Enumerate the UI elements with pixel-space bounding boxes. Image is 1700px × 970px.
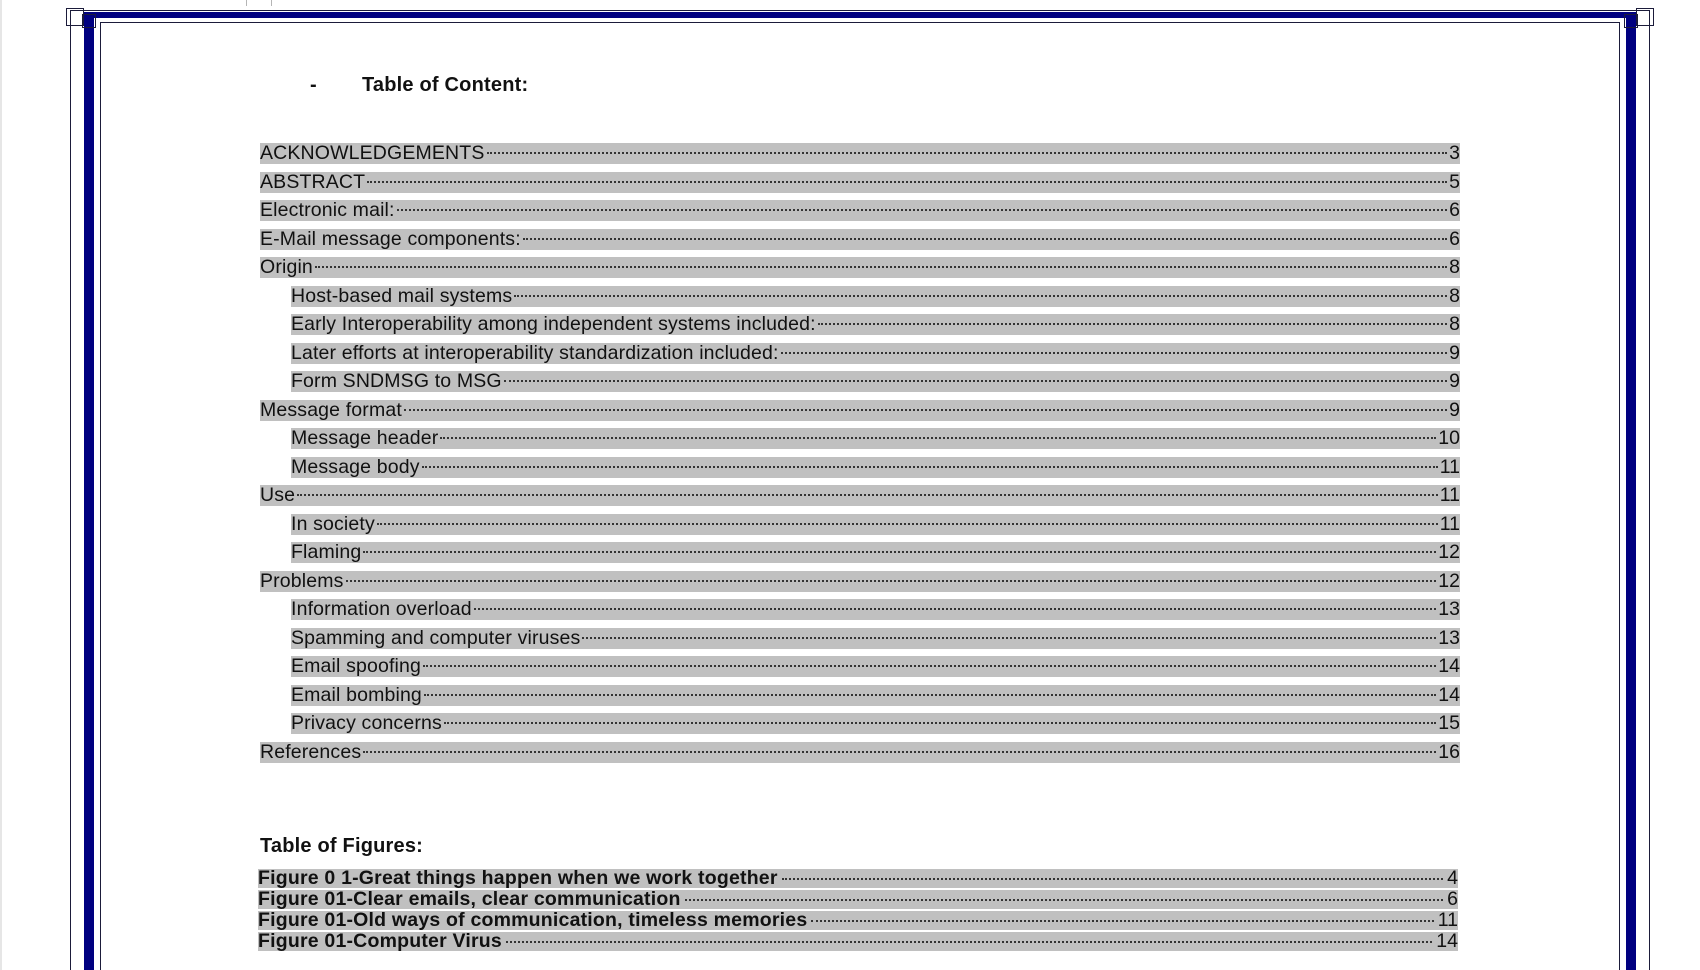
toc-entry-row[interactable] — [260, 253, 1460, 282]
toc-entry-title[interactable]: Host-based mail systems — [291, 284, 513, 307]
toc-entry-page-number[interactable]: 11 — [1439, 484, 1460, 506]
toc-entry-page-number[interactable]: 14 — [1438, 683, 1460, 706]
toc-entry-title[interactable]: Email bombing — [291, 683, 422, 706]
toc-entry-page-number[interactable]: 6 — [1449, 199, 1460, 221]
toc-entry-row[interactable] — [260, 139, 1460, 168]
toc-entry-title[interactable]: E-Mail message components: — [260, 227, 521, 250]
figure-entry-title[interactable]: Figure 01-Computer Virus — [258, 930, 502, 952]
figure-dot-leader — [811, 918, 1433, 922]
toc-dot-leader — [315, 264, 1447, 268]
toc-entry-row[interactable] — [291, 652, 1460, 681]
toc-entry-page-number[interactable]: 12 — [1438, 569, 1460, 592]
toc-entry-row[interactable] — [260, 225, 1460, 254]
toc-dot-leader — [377, 521, 1438, 525]
toc-entry-title[interactable]: Spamming and computer viruses — [291, 626, 581, 649]
toc-heading-text: Table of Content: — [362, 74, 529, 96]
figure-entry-row[interactable] — [258, 910, 1458, 931]
toc-dot-leader — [422, 464, 1438, 468]
toc-entry-title[interactable]: Later efforts at interoperability standardization included: — [291, 341, 779, 364]
toc-entry-title[interactable]: Origin — [260, 256, 313, 278]
figure-entry-page-number[interactable]: 11 — [1437, 909, 1458, 931]
toc-entry-title[interactable]: Problems — [260, 569, 344, 592]
toc-entry-title[interactable]: Use — [260, 484, 296, 506]
toc-entry[interactable] — [260, 681, 1460, 710]
toc-entry-page-number[interactable]: 16 — [1438, 740, 1460, 763]
toc-entry-row[interactable] — [291, 339, 1460, 368]
table-of-figures-heading: Table of Figures: — [260, 835, 424, 857]
toc-entry[interactable] — [260, 738, 1460, 767]
toc-entry-page-number[interactable]: 9 — [1449, 341, 1460, 364]
toc-entry-row[interactable] — [291, 538, 1460, 567]
toc-entry[interactable] — [260, 595, 1460, 624]
figure-entry[interactable] — [258, 889, 1458, 910]
toc-entry-row[interactable] — [291, 510, 1460, 539]
toc-entry-row[interactable] — [291, 709, 1460, 738]
toc-entry-row[interactable] — [291, 681, 1460, 710]
figure-entry-row[interactable] — [258, 868, 1458, 889]
toc-entry-page-number[interactable]: 10 — [1438, 427, 1460, 449]
figure-entry-title[interactable]: Figure 01-Old ways of communication, timeless memories — [258, 909, 808, 931]
toc-dot-leader — [363, 549, 1436, 553]
toc-entry[interactable] — [260, 481, 1460, 510]
toc-entry-row[interactable] — [291, 453, 1460, 482]
toc-dot-leader — [397, 207, 1448, 211]
toc-entry-title[interactable]: Privacy concerns — [291, 712, 442, 734]
toc-entry-page-number[interactable]: 11 — [1439, 455, 1460, 478]
toc-entry-title[interactable]: ABSTRACT — [260, 170, 366, 193]
toc-entry-title[interactable]: Form SNDMSG to MSG — [291, 370, 502, 392]
toc-entry-page-number[interactable]: 15 — [1438, 712, 1460, 734]
toc-entry[interactable] — [260, 339, 1460, 368]
toc-dot-leader — [487, 150, 1448, 154]
toc-dot-leader — [818, 321, 1447, 325]
toc-entry-row[interactable] — [260, 738, 1460, 767]
toc-entry[interactable] — [260, 424, 1460, 453]
toc-entry-page-number[interactable]: 11 — [1439, 512, 1460, 535]
table-of-contents — [260, 139, 1460, 766]
toc-entry-title[interactable]: References — [260, 740, 362, 763]
toc-entry-page-number[interactable]: 9 — [1449, 398, 1460, 421]
toc-entry-page-number[interactable]: 13 — [1438, 626, 1460, 649]
figure-dot-leader — [782, 876, 1444, 880]
toc-entry-page-number[interactable]: 14 — [1438, 655, 1460, 677]
toc-dot-leader — [504, 378, 1447, 382]
toc-heading-bullet: - — [310, 74, 317, 96]
toc-entry-row[interactable] — [260, 168, 1460, 197]
figure-entry[interactable] — [258, 931, 1458, 952]
toc-entry-row[interactable] — [260, 396, 1460, 425]
toc-entry-title[interactable]: Information overload — [291, 598, 472, 620]
toc-entry-page-number[interactable]: 8 — [1449, 284, 1460, 307]
toc-heading — [310, 74, 528, 97]
toc-entry[interactable] — [260, 510, 1460, 539]
toc-entry[interactable] — [260, 168, 1460, 197]
toc-entry-title[interactable]: ACKNOWLEDGEMENTS — [260, 142, 485, 164]
toc-dot-leader — [297, 492, 1438, 496]
figure-entry-page-number[interactable]: 4 — [1447, 867, 1458, 889]
toc-entry[interactable] — [260, 282, 1460, 311]
toc-entry-row[interactable] — [291, 424, 1460, 453]
toc-dot-leader — [346, 578, 1437, 582]
toc-entry-title[interactable]: Electronic mail: — [260, 199, 395, 221]
toc-entry-page-number[interactable]: 13 — [1438, 598, 1460, 620]
toc-entry-page-number[interactable]: 5 — [1449, 170, 1460, 193]
toc-dot-leader — [781, 350, 1448, 354]
toc-entry[interactable] — [260, 567, 1460, 596]
toc-entry-row[interactable] — [291, 367, 1460, 396]
toc-entry-title[interactable]: In society — [291, 512, 375, 535]
toc-entry-page-number[interactable]: 3 — [1449, 142, 1460, 164]
toc-dot-leader — [363, 749, 1436, 753]
toc-dot-leader — [582, 635, 1436, 639]
toc-dot-leader — [367, 179, 1447, 183]
toc-dot-leader — [423, 663, 1436, 667]
toc-entry-row[interactable] — [291, 595, 1460, 624]
toc-entry-row[interactable] — [260, 481, 1460, 510]
toc-entry[interactable] — [260, 709, 1460, 738]
toc-entry[interactable] — [260, 310, 1460, 339]
toc-entry-row[interactable] — [260, 567, 1460, 596]
toc-dot-leader — [444, 720, 1436, 724]
figure-entry-row[interactable] — [258, 931, 1458, 952]
toc-entry-page-number[interactable]: 12 — [1438, 541, 1460, 563]
toc-entry-title[interactable]: Email spoofing — [291, 655, 422, 677]
toc-entry-row[interactable] — [291, 282, 1460, 311]
figure-entry-title[interactable]: Figure 0 1-Great things happen when we work together — [258, 867, 778, 889]
table-of-figures — [258, 868, 1458, 952]
toc-dot-leader — [474, 606, 1437, 610]
toc-entry-page-number[interactable]: 6 — [1449, 227, 1460, 250]
toc-entry[interactable] — [260, 624, 1460, 653]
toc-entry-row[interactable] — [291, 624, 1460, 653]
toc-entry[interactable] — [260, 225, 1460, 254]
toc-entry-page-number[interactable]: 9 — [1449, 370, 1460, 392]
toc-entry-title[interactable]: Early Interoperability among independent systems included: — [291, 313, 816, 335]
toc-entry[interactable] — [260, 253, 1460, 282]
figure-entry-page-number[interactable]: 6 — [1447, 888, 1458, 910]
toc-entry-title[interactable]: Message header — [291, 427, 439, 449]
figure-entry-page-number[interactable]: 14 — [1436, 930, 1458, 952]
toc-entry-title[interactable]: Message body — [291, 455, 420, 478]
figure-dot-leader — [685, 897, 1444, 901]
toc-entry[interactable] — [260, 652, 1460, 681]
toc-entry-title[interactable]: Message format — [260, 398, 402, 421]
page-border-corner-top-left-inner — [82, 14, 96, 28]
toc-dot-leader — [523, 236, 1447, 240]
figure-entry-row[interactable] — [258, 889, 1458, 910]
toc-dot-leader — [440, 435, 1436, 439]
toc-entry-row[interactable] — [291, 310, 1460, 339]
toc-entry[interactable] — [260, 538, 1460, 567]
toc-entry-row[interactable] — [260, 196, 1460, 225]
toc-entry[interactable] — [260, 196, 1460, 225]
toc-entry[interactable] — [260, 396, 1460, 425]
editor-left-edge — [0, 0, 2, 970]
toc-entry-page-number[interactable]: 8 — [1449, 313, 1460, 335]
toc-entry[interactable] — [260, 139, 1460, 168]
figure-dot-leader — [506, 939, 1432, 943]
figure-entry[interactable] — [258, 868, 1458, 889]
toc-entry[interactable] — [260, 453, 1460, 482]
figure-entry-title[interactable]: Figure 01-Clear emails, clear communication — [258, 888, 681, 910]
page-border-corner-top-right — [1636, 8, 1654, 26]
page-border-corner-top-right-inner — [1624, 14, 1638, 28]
figure-entry[interactable] — [258, 910, 1458, 931]
toc-dot-leader — [404, 407, 1447, 411]
toc-dot-leader — [424, 692, 1436, 696]
toc-entry-page-number[interactable]: 8 — [1449, 256, 1460, 278]
toc-dot-leader — [514, 293, 1447, 297]
toc-entry-title[interactable]: Flaming — [291, 541, 362, 563]
toc-entry[interactable] — [260, 367, 1460, 396]
